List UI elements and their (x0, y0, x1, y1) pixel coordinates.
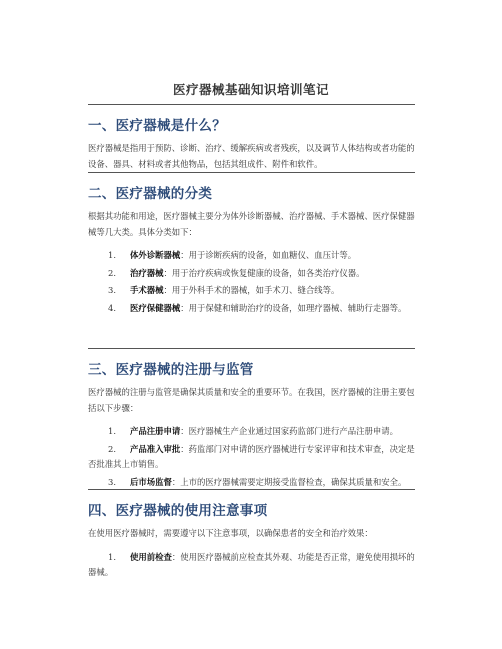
section-heading: 四、医疗器械的使用注意事项 (88, 503, 268, 519)
registration-steps-list (88, 424, 415, 490)
list-item: 2. 产品准入审批：药监部门对申请的医疗器械进行专家评审和技术审查，决定是否批准其上市销售。 (88, 443, 415, 469)
list-item: 2. 治疗器械：用于治疗疾病或恢复健康的设备，如各类治疗仪器。 (108, 267, 365, 278)
section-paragraph: 根据其功能和用途，医疗器械主要分为体外诊断器械、治疗器械、手术器械、医疗保健器械等几大类。具体分类如下： (88, 211, 415, 237)
section-paragraph: 医疗器械的注册与监管是确保其质量和安全的重要环节。在我国，医疗器械的注册主要包括以下步骤： (88, 387, 415, 413)
list-item: 1. 体外诊断器械：用于诊断疾病的设备，如血糖仪、血压计等。 (108, 250, 357, 260)
list-item: 3. 后市场监督：上市的医疗器械需要定期接受监督检查，确保其质量和安全。 (108, 476, 407, 487)
section-paragraph: 在使用医疗器械时，需要遵守以下注意事项，以确保患者的安全和治疗效果： (88, 528, 373, 538)
section-usage-notes (88, 489, 415, 583)
page-title: 医疗器械基础知识培训笔记 (172, 82, 329, 97)
section-registration (88, 348, 415, 492)
list-item: 4. 医疗保健器械：用于保健和辅助治疗的设备，如理疗器械、辅助行走器等。 (108, 302, 407, 313)
classification-list (88, 248, 415, 316)
list-item: 1. 产品注册申请：医疗器械生产企业通过国家药监部门进行产品注册申请。 (108, 426, 398, 436)
usage-notes-list (88, 550, 415, 581)
section-divider (88, 172, 415, 173)
section-heading: 一、医疗器械是什么？ (88, 118, 226, 134)
section-divider (88, 104, 415, 105)
section-heading: 三、医疗器械的注册与监管 (88, 362, 254, 378)
list-item: 1. 使用前检查：使用医疗器械前应检查其外观、功能是否正常，避免使用损坏的器械。 (88, 551, 415, 577)
list-item: 3. 手术器械：用于外科手术的器械，如手术刀、缝合线等。 (108, 285, 340, 295)
section-heading: 二、医疗器械的分类 (88, 186, 213, 202)
section-divider (88, 348, 415, 349)
section-paragraph: 医疗器械是指用于预防、诊断、治疗、缓解疾病或者残疾，以及调节人体结构或者功能的设备、器具、材料或者其他物品，包括其组成件、附件和软件。 (88, 143, 415, 169)
section-what-is (88, 104, 415, 172)
section-classification (88, 172, 415, 318)
section-divider (88, 489, 415, 490)
